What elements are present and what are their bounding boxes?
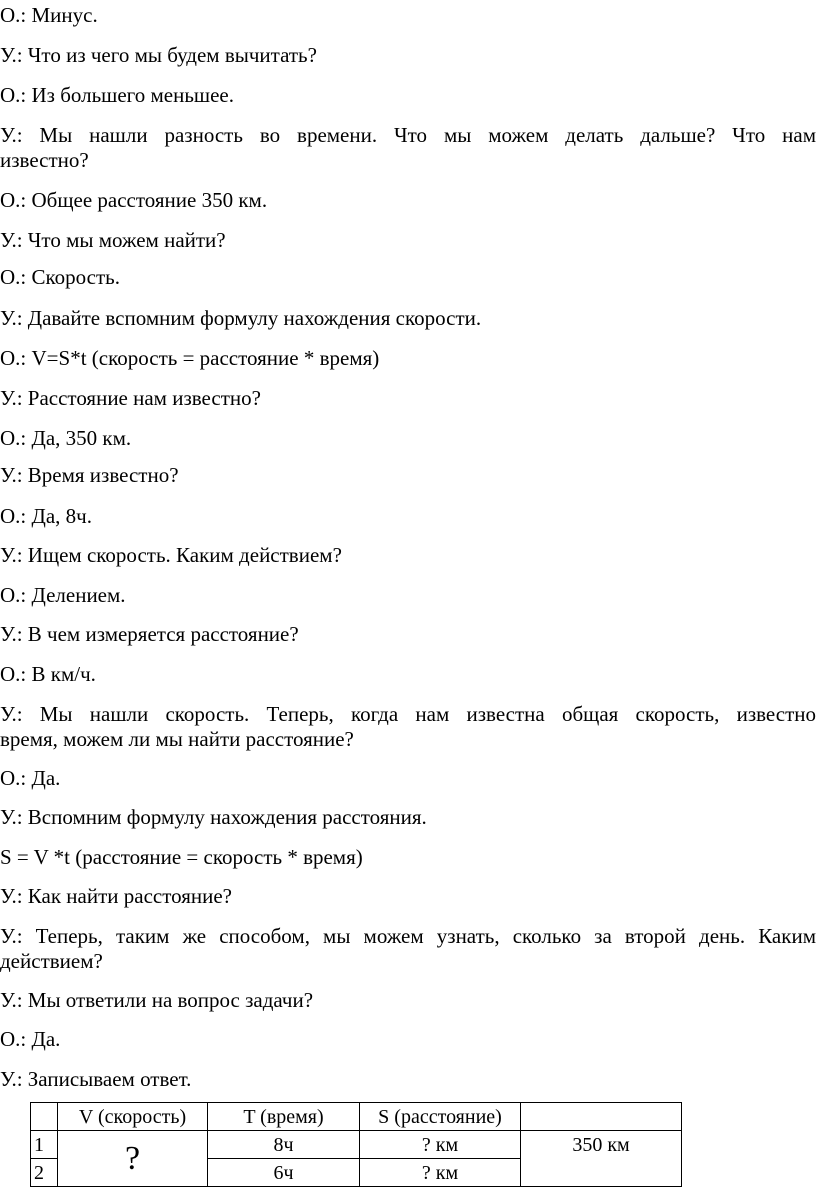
dialogue-line: действием? — [0, 949, 103, 973]
dialogue-line: У.: Ищем скорость. Каким действием? — [0, 543, 342, 567]
speed-cell: ? — [58, 1131, 208, 1187]
table-header-cell — [521, 1103, 682, 1131]
dialogue-line: У.: Расстояние нам известно? — [0, 386, 261, 410]
dialogue-line: О.: Скорость. — [0, 265, 120, 289]
dialogue-line: У.: Что из чего мы будем вычитать? — [0, 43, 317, 67]
table-header-cell — [31, 1103, 58, 1131]
dialogue-line: S = V *t (расстояние = скорость * время) — [0, 845, 363, 869]
dialogue-line: О.: Да, 350 км. — [0, 426, 132, 450]
dialogue-line: время, можем ли мы найти расстояние? — [0, 727, 354, 751]
dialogue-line: О.: V=S*t (скорость = расстояние * время) — [0, 346, 380, 370]
dialogue-line: О.: Да, 8ч. — [0, 504, 92, 528]
distance-cell: ? км — [360, 1131, 521, 1159]
dialogue-line: О.: Да. — [0, 766, 61, 790]
dialogue-line: У.: Вспомним формулу нахождения расстояния. — [0, 805, 427, 829]
dialogue-line: О.: Делением. — [0, 583, 126, 607]
dialogue-line: О.: Минус. — [0, 3, 98, 27]
dialogue-line: О.: В км/ч. — [0, 662, 96, 686]
dialogue-line: У.: Как найти расстояние? — [0, 884, 232, 908]
dialogue-line: У.: Мы нашли разность во времени. Что мы можем делать дальше? Что нам — [0, 123, 816, 147]
row-number-cell: 1 — [31, 1131, 58, 1159]
table-header-cell: S (расстояние) — [360, 1103, 521, 1131]
dialogue-line: У.: Время известно? — [0, 463, 179, 487]
dialogue-line: У.: Записываем ответ. — [0, 1067, 192, 1091]
dialogue-line: У.: Давайте вспомним формулу нахождения скорости. — [0, 306, 482, 330]
dialogue-line: У.: Что мы можем найти? — [0, 228, 226, 252]
time-cell: 8ч — [208, 1131, 360, 1159]
table-header-cell: V (скорость) — [58, 1103, 208, 1131]
dialogue-line: У.: Теперь, таким же способом, мы можем узнать, сколько за второй день. Каким — [0, 924, 816, 948]
dialogue-line: О.: Общее расстояние 350 км. — [0, 188, 268, 212]
time-cell: 6ч — [208, 1159, 360, 1187]
table-header-cell: T (время) — [208, 1103, 360, 1131]
row-number-cell: 2 — [31, 1159, 58, 1187]
dialogue-line: О.: Да. — [0, 1027, 61, 1051]
table-header-row — [31, 1103, 682, 1131]
dialogue-line: известно? — [0, 148, 89, 172]
distance-cell: ? км — [360, 1159, 521, 1187]
total-distance-cell: 350 км — [521, 1131, 682, 1187]
table-row — [31, 1131, 682, 1159]
dialogue-line: У.: В чем измеряется расстояние? — [0, 622, 299, 646]
dialogue-line: О.: Из большего меньшее. — [0, 83, 234, 107]
answer-table — [30, 1102, 682, 1187]
dialogue-line: У.: Мы нашли скорость. Теперь, когда нам известна общая скорость, известно — [0, 702, 816, 726]
dialogue-line: У.: Мы ответили на вопрос задачи? — [0, 988, 314, 1012]
